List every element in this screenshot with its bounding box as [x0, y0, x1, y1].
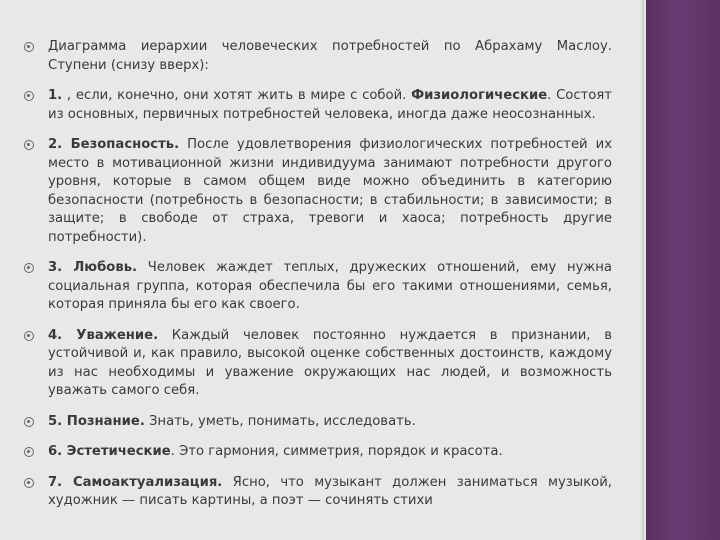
item-text: . Это гармония, симметрия, порядок и красота. [170, 444, 503, 459]
item-text: Ясно, что музыкант должен заниматься музыкой, художник — писать картины, а поэт — сочинять стихи [48, 474, 612, 508]
bullet-item-safety [22, 136, 612, 247]
target-bullet-icon [24, 331, 34, 341]
bullet-item-aesthetic [22, 443, 612, 462]
bullet-list [22, 38, 612, 511]
item-text: После удовлетворения физиологических потребностей их место в мотивационной жизни индивидуума занимают потребности другого уровня, которые в самом общем виде можно объединить в категорию безопасности (потребность в безопасности; в стабильности; в зависимости; в защите; в свободе от страха, тревоги и хаоса; потребность другие потребности). [48, 137, 612, 245]
bullet-item-physiological [22, 87, 612, 124]
divider-line [642, 0, 644, 540]
item-text: Диаграмма иерархии человеческих потребностей по Абрахаму Маслоу. Ступени (снизу вверх): [48, 39, 612, 73]
item-lead: 6. Эстетические [48, 444, 171, 459]
item-text: Каждый человек постоянно нуждается в признании, в устойчивой и, как правило, высокой оценке собственных достоинств, каждому из нас необходимы и уважение окружающих нас людей, и возможность уважать самого себя. [48, 327, 612, 398]
target-bullet-icon [24, 91, 34, 101]
bullet-item-intro [22, 38, 612, 75]
item-text: Человек жаждет теплых, дружеских отношений, ему нужна социальная группа, которая обеспечила бы его такими отношениями, семья, которая приняла бы его как своего. [48, 260, 613, 312]
item-tail-text: . Состоят из основных, первичных потребностей человека, иногда даже неосознанных. [48, 88, 612, 122]
bullet-item-cognition [22, 413, 612, 432]
target-bullet-icon [24, 447, 34, 457]
slide-content [22, 38, 612, 523]
target-bullet-icon [24, 263, 34, 273]
target-bullet-icon [24, 478, 34, 488]
bullet-item-self-actualization [22, 474, 612, 511]
item-lead: 1. [48, 88, 63, 103]
item-lead: 2. Безопасность. [48, 137, 180, 152]
item-lead: 4. Уважение. [48, 327, 159, 343]
target-bullet-icon [24, 42, 34, 52]
item-lead: 5. Познание. [48, 413, 145, 429]
bullet-item-love [22, 259, 612, 315]
target-bullet-icon [24, 140, 34, 150]
item-lead: 7. Самоактуализация. [48, 474, 223, 490]
decorative-side-bar [646, 0, 720, 540]
item-lead: 3. Любовь. [48, 260, 138, 275]
item-text: , если, конечно, они хотят жить в мире с собой. [62, 88, 412, 103]
bullet-item-esteem [22, 327, 612, 401]
item-tail-bold: Физиологические [411, 88, 548, 103]
item-text: Знать, уметь, понимать, исследовать. [144, 413, 416, 429]
target-bullet-icon [24, 417, 34, 427]
